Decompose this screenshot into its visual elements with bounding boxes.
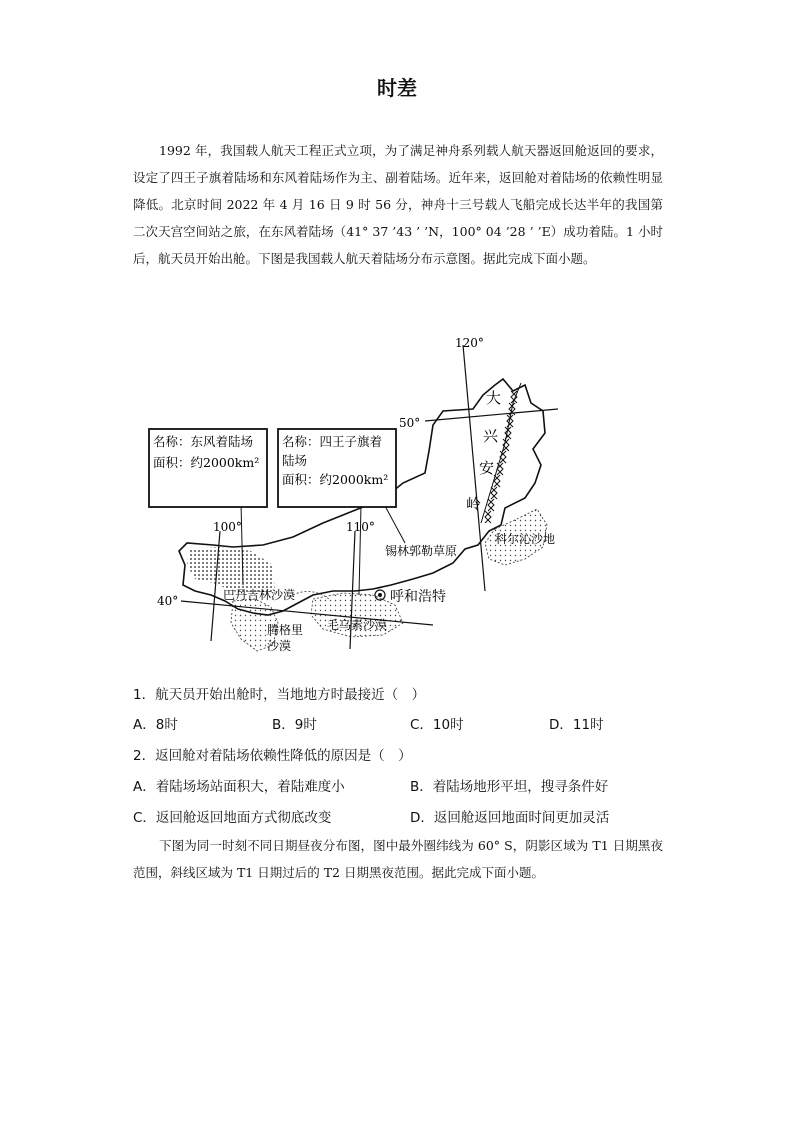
badain-label: 巴丹吉林沙漠 — [223, 588, 296, 602]
lon-100-label: 100° — [213, 520, 242, 534]
siziwang-pointer — [359, 505, 361, 595]
horqin-label: 科尔沁沙地 — [495, 532, 556, 546]
dongfeng-area: 面积：约2000km² — [153, 455, 260, 470]
dongfeng-name: 名称：东风着陆场 — [153, 434, 254, 449]
page-title: 时差 — [377, 76, 417, 100]
lon-120-label: 120° — [455, 336, 484, 350]
label-xing: 兴 — [483, 427, 499, 445]
tengger-label-1: 腾格里 — [267, 623, 304, 637]
muus-label: 毛乌素沙漠 — [327, 618, 388, 632]
q1-option-a: A．8时 — [133, 717, 178, 733]
q2-option-a: A．着陆场场站面积大，着陆难度小 — [133, 779, 345, 795]
lat-50-label: 50° — [399, 416, 421, 430]
second-paragraph-text: 下图为同一时刻不同日期昼夜分布图，图中最外圈纬线为 60° S，阴影区域为 T1 日期黑夜范围，斜线区域为 T1 日期过后的 T2 日期黑夜范围。据此完成下面小题。 — [133, 838, 663, 880]
q2-option-c: C．返回舱返回地面方式彻底改变 — [133, 810, 332, 826]
intro-paragraph — [133, 137, 663, 272]
label-an: 安 — [479, 459, 495, 477]
siziwang-area: 面积：约2000km² — [282, 472, 389, 487]
q1-option-d: D．11时 — [549, 717, 604, 733]
q1-option-b: B．9时 — [272, 717, 317, 733]
siziwang-name-cont: 陆场 — [282, 453, 308, 468]
hohhot-label: 呼和浩特 — [390, 589, 446, 605]
question-1-stem: 1．航天员开始出舱时，当地地方时最接近（ ） — [133, 687, 426, 703]
lon-110-label: 110° — [346, 520, 375, 534]
label-da: 大 — [486, 389, 502, 407]
tengger-label-2: 沙漠 — [267, 639, 292, 653]
landing-site-map — [133, 333, 563, 663]
lat-40-label: 40° — [157, 594, 179, 608]
intro-text: 1992 年，我国载人航天工程正式立项，为了满足神舟系列载人航天器返回舱返回的要求，设定了四王子旗着陆场和东风着陆场作为主、副着陆场。近年来，返回舱对着陆场的依赖性明显降低。北京时间 2022 年 4 月 16 日 9 时 56 分，神舟十三号载人飞船完成长达半年的我国第二次天宫空间站之旅，在东风着陆场（41° 37 ’43 ’ ’N，100° 04 ’28 ’ ’E）成功着陆。1 小时后，航天员开始出舱。下图是我国载人航天着陆场分布示意图。据此完成下面小题。 — [133, 143, 663, 266]
label-ling: 岭 — [466, 495, 482, 513]
q1-option-c: C．10时 — [410, 717, 464, 733]
xilin-label: 锡林郭勒草原 — [385, 544, 458, 558]
question-2-stem: 2．返回舱对着陆场依赖性降低的原因是（ ） — [133, 748, 412, 764]
q2-option-d: D．返回舱返回地面时间更加灵活 — [410, 810, 610, 826]
siziwang-name: 名称：四王子旗着 — [282, 434, 383, 449]
second-paragraph — [133, 832, 663, 886]
q2-option-b: B．着陆场地形平坦，搜寻条件好 — [410, 779, 609, 795]
